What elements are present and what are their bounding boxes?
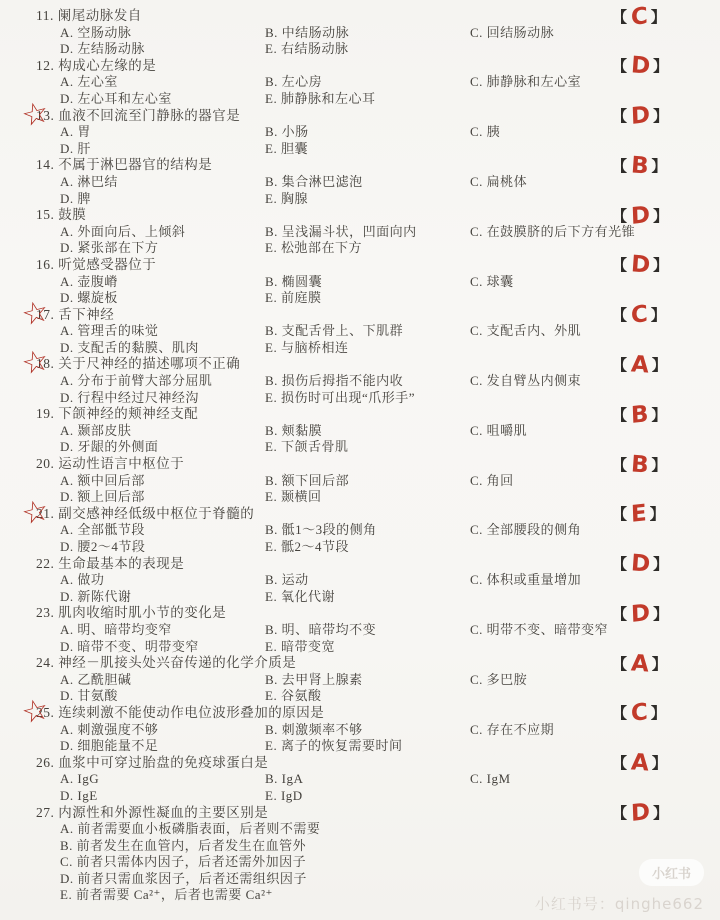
question-stem: 13. 血液不回流至门静脉的器官是 (36, 107, 241, 123)
star-icon: ☆ (18, 492, 54, 533)
answer-letter: D (630, 798, 651, 828)
option-e: E. 损伤时可出现“爪形手” (265, 389, 415, 405)
option-e: E. 松弛部在下方 (265, 240, 362, 256)
star-icon: ☆ (18, 292, 54, 334)
question-15 (0, 201, 720, 257)
option-d: D. 前者只需血浆因子，后者还需组织因子 (60, 870, 307, 886)
option-b: B. 损伤后拇指不能内收 (265, 373, 404, 389)
option-a: A. 外面向后、上倾斜 (60, 223, 186, 239)
option-d: D. 细胞能量不足 (60, 738, 159, 754)
answer-letter: B (630, 400, 649, 429)
option-a: A. 空肠动脉 (60, 24, 132, 40)
option-d: D. 牙龈的外侧面 (60, 439, 159, 455)
option-d: D. 甘氨酸 (60, 688, 118, 704)
bracket-close: 】 (653, 107, 669, 126)
option-c: C. 回结肠动脉 (470, 24, 555, 40)
bracket-close: 】 (651, 156, 668, 175)
option-b: B. 椭圆囊 (265, 273, 323, 289)
option-b: B. 刺激频率不够 (265, 721, 363, 737)
bracket-close: 】 (650, 704, 667, 723)
answer-letter: D (630, 102, 651, 131)
bracket-open: 【 (612, 405, 628, 424)
xiaohongshu-logo-badge: 小红书 (639, 859, 704, 886)
option-c: C. 前者只需体内因子，后者还需外加因子 (60, 854, 307, 870)
option-a: A. 左心室 (60, 74, 118, 90)
option-e: E. 胆囊 (265, 140, 308, 156)
option-b: B. 左心房 (265, 74, 323, 90)
answer-letter: D (629, 550, 652, 578)
bracket-close: 】 (650, 306, 667, 325)
answer-letter: D (630, 599, 651, 628)
answer-letter: D (629, 52, 652, 80)
answer-mark (612, 798, 669, 828)
option-a: A. 壶腹嵴 (60, 273, 118, 289)
question-22 (0, 550, 720, 606)
answer-mark (612, 751, 667, 777)
option-e: E. 骶2～4节段 (265, 539, 349, 554)
question-stem: 21. 副交感神经低级中枢位于脊髓的 (36, 505, 255, 521)
question-list (0, 2, 720, 904)
question-stem: 26. 血浆中可穿过胎盘的免疫球蛋白是 (36, 754, 269, 770)
bracket-open: 【 (612, 754, 628, 773)
option-b: B. 运动 (265, 572, 309, 588)
option-a: A. 刺激强度不够 (60, 721, 159, 737)
bracket-open: 【 (612, 206, 628, 225)
watermark (535, 859, 704, 914)
option-d: D. 腰2～4节段 (60, 539, 146, 554)
option-e: E. 氧化代谢 (265, 588, 335, 604)
option-a: A. 做功 (60, 572, 105, 588)
answer-mark (612, 253, 669, 279)
option-a: A. 颞部皮肤 (60, 422, 132, 438)
answer-mark (612, 4, 666, 30)
bracket-open: 【 (612, 604, 628, 623)
option-d: D. 紧张部在下方 (60, 240, 159, 256)
option-c: C. 角回 (470, 472, 514, 488)
answer-letter: B (629, 450, 650, 479)
question-11 (0, 2, 720, 58)
bracket-close: 】 (651, 455, 668, 474)
option-c: C. 体积或重量增加 (470, 572, 582, 588)
option-b: B. 骶1～3段的侧角 (265, 522, 377, 538)
bracket-close: 】 (651, 355, 668, 374)
bracket-open: 【 (612, 156, 628, 175)
option-e: E. 谷氨酸 (265, 688, 322, 704)
question-26 (0, 749, 720, 805)
option-c: C. 扁桃体 (470, 173, 528, 189)
bracket-open: 【 (612, 7, 628, 26)
option-c: C. 肺静脉和左心室 (470, 74, 582, 90)
question-16 (0, 251, 720, 307)
bracket-open: 【 (612, 704, 628, 723)
option-c: C. 球囊 (470, 273, 514, 289)
answer-letter: C (630, 2, 649, 31)
option-a: A. 胃 (60, 124, 91, 140)
watermark-account-id: 小红书号：qinghe662 (534, 895, 704, 913)
question-stem: 12. 构成心左缘的是 (36, 57, 157, 73)
option-b: B. 颊黏膜 (265, 422, 323, 438)
answer-letter: D (630, 201, 651, 230)
question-14 (0, 152, 720, 207)
option-a: A. 前者需要血小板磷脂表面，后者则不需要 (60, 821, 321, 837)
answer-mark (612, 303, 666, 329)
option-d: D. 支配舌的黏膜、肌肉 (60, 339, 199, 355)
question-stem: 19. 下颌神经的颊神经支配 (36, 406, 199, 422)
bracket-close: 】 (653, 256, 669, 275)
answer-mark (612, 54, 669, 80)
option-e: E. 与脑桥相连 (265, 339, 349, 355)
question-stem: 22. 生命最基本的表现是 (36, 555, 185, 571)
answer-letter: D (629, 251, 652, 280)
option-c: C. 多巴胺 (470, 671, 528, 687)
bracket-close: 】 (651, 654, 668, 673)
answer-mark (612, 502, 665, 528)
bracket-open: 【 (612, 107, 628, 126)
question-24 (0, 650, 720, 705)
option-c: C. 在鼓膜脐的后下方有光锥 (470, 223, 636, 239)
option-b: B. IgA (265, 771, 304, 787)
bracket-open: 【 (612, 355, 628, 374)
option-a: A. IgG (60, 771, 100, 787)
bracket-open: 【 (612, 505, 628, 524)
answer-mark (612, 203, 669, 229)
bracket-close: 】 (653, 804, 669, 822)
answer-letter: A (629, 749, 650, 777)
option-c: C. 全部腰段的侧角 (470, 522, 582, 538)
option-c: C. 咀嚼肌 (470, 422, 528, 438)
answer-mark (612, 601, 669, 627)
option-d: D. 螺旋板 (60, 290, 118, 306)
option-b: B. 支配舌骨上、下肌群 (265, 323, 404, 339)
question-19 (0, 400, 720, 456)
option-a: A. 管理舌的味觉 (60, 323, 159, 339)
option-d: D. 新陈代谢 (60, 588, 132, 604)
answer-letter: E (630, 500, 648, 529)
answer-mark (612, 552, 669, 578)
option-e: E. 肺静脉和左心耳 (265, 90, 376, 106)
option-e: E. 胸腺 (265, 190, 308, 206)
bracket-close: 】 (653, 604, 669, 623)
star-icon: ☆ (18, 342, 54, 384)
question-20 (0, 450, 720, 506)
option-c: C. 明带不变、暗带变窄 (470, 621, 609, 637)
star-icon: ☆ (18, 691, 54, 732)
question-stem: 24. 神经－肌接头处兴奋传递的化学介质是 (36, 655, 297, 671)
answer-mark (612, 402, 667, 428)
star-icon: ☆ (18, 93, 54, 135)
bracket-open: 【 (612, 555, 628, 574)
bracket-close: 】 (653, 57, 669, 76)
bracket-close: 】 (653, 555, 669, 574)
option-c: C. IgM (470, 771, 511, 787)
option-e: E. 颞横回 (265, 489, 322, 505)
question-stem: 27. 内源性和外源性凝血的主要区别是 (36, 804, 269, 820)
bracket-open: 【 (612, 57, 628, 76)
bracket-close: 】 (653, 206, 669, 225)
option-b: B. 集合淋巴滤泡 (265, 173, 363, 189)
answer-mark (612, 153, 667, 179)
question-stem: 25. 连续刺激不能使动作电位波形叠加的原因是 (36, 704, 325, 720)
question-stem: 23. 肌肉收缩时肌小节的变化是 (36, 605, 227, 621)
option-d: D. 左心耳和左心室 (60, 90, 172, 106)
bracket-open: 【 (612, 804, 628, 822)
answer-letter: B (629, 152, 650, 180)
bracket-close: 】 (651, 405, 668, 424)
option-e: E. 前庭膜 (265, 290, 322, 306)
option-d: D. 暗带不变、明带变窄 (60, 638, 199, 654)
option-e: E. 离子的恢复需要时间 (265, 738, 403, 754)
bracket-close: 】 (650, 7, 667, 26)
option-c: C. 胰 (470, 124, 501, 140)
bracket-open: 【 (612, 455, 628, 474)
answer-letter: A (629, 650, 650, 678)
bracket-close: 】 (649, 505, 666, 524)
answer-letter: C (630, 301, 649, 330)
question-12 (0, 52, 720, 108)
option-d: D. 额上回后部 (60, 489, 145, 505)
question-stem: 16. 听觉感受器位于 (36, 256, 157, 272)
option-d: D. 左结肠动脉 (60, 41, 145, 57)
question-stem: 17. 舌下神经 (36, 306, 115, 322)
option-d: D. 脾 (60, 190, 91, 206)
option-b: B. 额下回后部 (265, 472, 350, 488)
question-stem: 20. 运动性语言中枢位于 (36, 456, 185, 472)
option-e: E. 右结肠动脉 (265, 41, 349, 57)
option-d: D. 肝 (60, 140, 91, 156)
option-a: A. 淋巴结 (60, 173, 118, 189)
answer-mark (612, 701, 666, 727)
option-a: A. 额中回后部 (60, 472, 145, 488)
answer-mark (612, 452, 667, 478)
option-e: E. 暗带变宽 (265, 638, 335, 654)
option-a: A. 乙酰胆碱 (60, 671, 132, 687)
question-stem: 18. 关于尺神经的描述哪项不正确 (36, 356, 241, 372)
bracket-open: 【 (612, 654, 628, 673)
option-e: E. IgD (265, 787, 303, 803)
option-b: B. 前者发生在血管内，后者发生在血管外 (60, 837, 307, 853)
option-d: D. 行程中经过尺神经沟 (60, 389, 199, 405)
question-stem: 15. 鼓膜 (36, 207, 87, 223)
option-b: B. 中结肠动脉 (265, 24, 350, 40)
option-c: C. 支配舌内、外肌 (470, 323, 582, 339)
answer-mark (612, 104, 669, 130)
answer-letter: C (630, 699, 649, 728)
option-c: C. 存在不应期 (470, 721, 555, 737)
question-stem: 11. 阑尾动脉发自 (36, 8, 142, 23)
bracket-close: 】 (651, 754, 668, 773)
option-d: D. IgE (60, 787, 98, 803)
bracket-open: 【 (612, 306, 628, 325)
question-23 (0, 599, 720, 655)
option-a: A. 分布于前臂大部分屈肌 (60, 373, 213, 389)
option-a: A. 明、暗带均变窄 (60, 621, 172, 637)
option-b: B. 小肠 (265, 124, 309, 140)
answer-mark (612, 352, 667, 378)
bracket-open: 【 (612, 256, 628, 275)
answer-letter: A (629, 351, 650, 379)
answer-mark (612, 651, 667, 677)
option-b: B. 呈浅漏斗状，凹面向内 (265, 223, 417, 239)
option-c: C. 发自臂丛内侧束 (470, 373, 582, 389)
option-e: E. 前者需要 Ca²⁺，后者也需要 Ca²⁺ (60, 887, 273, 903)
option-b: B. 去甲肾上腺素 (265, 671, 363, 687)
question-stem: 14. 不属于淋巴器官的结构是 (36, 157, 213, 173)
option-b: B. 明、暗带均不变 (265, 621, 377, 637)
option-e: E. 下颌舌骨肌 (265, 439, 349, 455)
option-a: A. 全部骶节段 (60, 522, 145, 538)
